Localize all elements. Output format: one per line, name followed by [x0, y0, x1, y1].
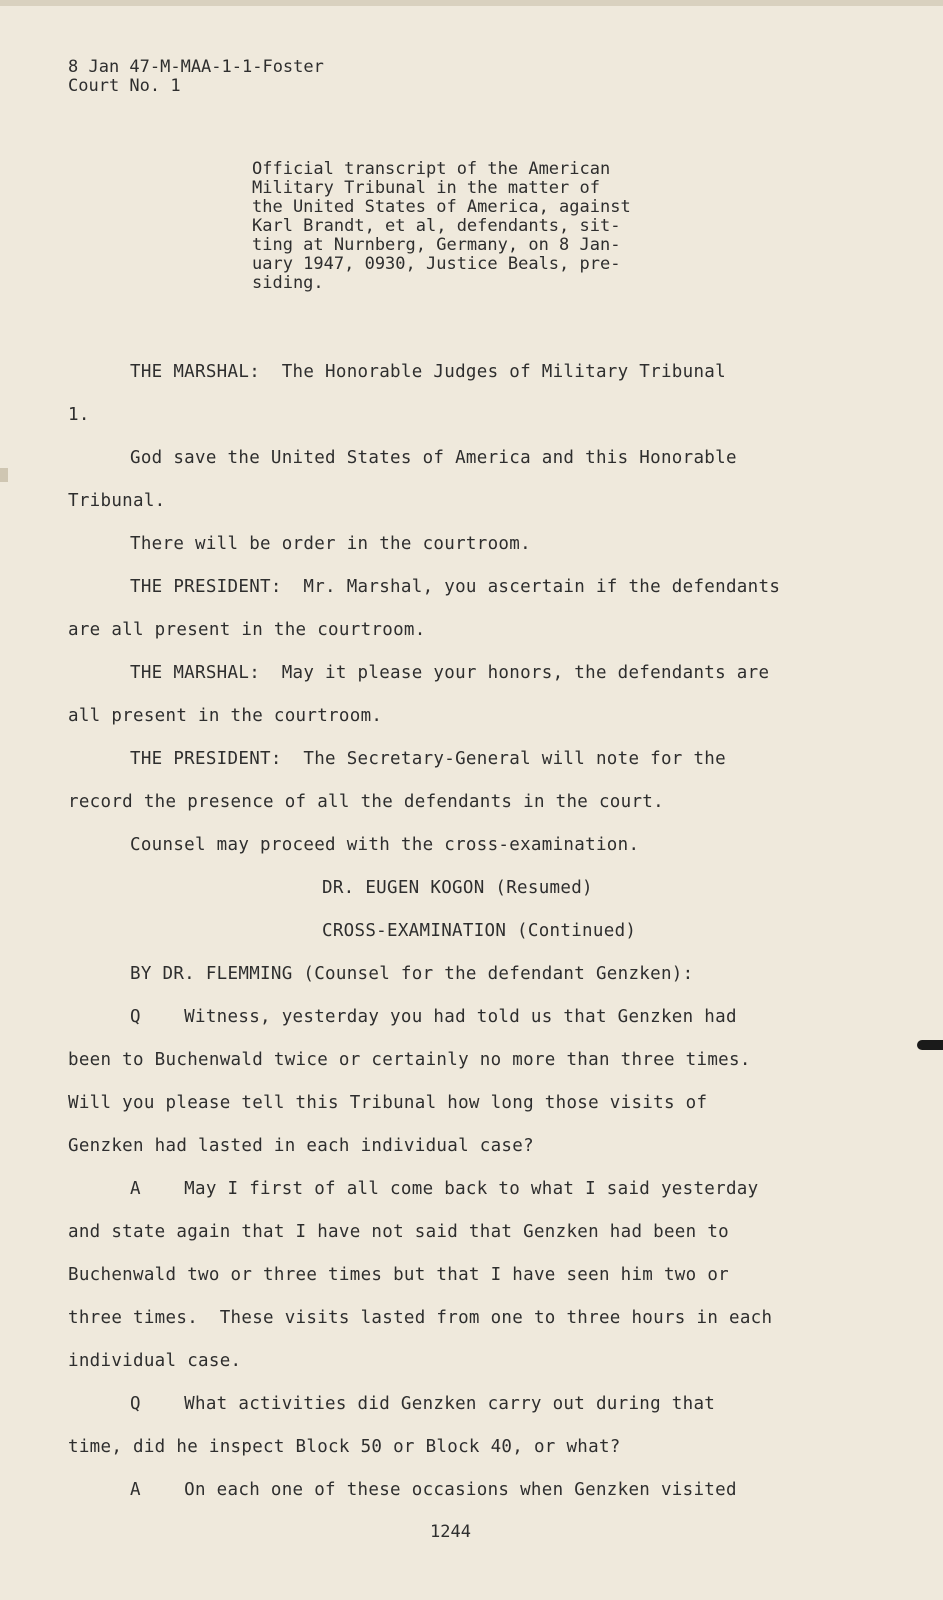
caption-line: ting at Nurnberg, Germany, on 8 Jan- — [252, 235, 621, 255]
header-reference: 8 Jan 47-M-MAA-1-1-Foster — [68, 57, 324, 77]
transcript-line: time, did he inspect Block 50 or Block 40, or what? — [68, 1437, 621, 1457]
transcript-caption — [252, 160, 722, 293]
transcript-line: record the presence of all the defendants in the court. — [68, 792, 664, 812]
transcript-line: Buchenwald two or three times but that I have seen him two or — [68, 1265, 729, 1285]
transcript-line: three times. These visits lasted from one to three hours in each — [68, 1308, 773, 1328]
transcript-line: A May I first of all come back to what I said yesterday — [130, 1179, 759, 1199]
examination-heading: CROSS-EXAMINATION (Continued) — [322, 921, 637, 941]
transcript-line: Counsel may proceed with the cross-examination. — [130, 835, 640, 855]
page-number: 1244 — [430, 1522, 471, 1542]
header-court: Court No. 1 — [68, 76, 181, 96]
transcript-line: THE MARSHAL: May it please your honors, the defendants are — [130, 663, 770, 683]
transcript-line: THE PRESIDENT: The Secretary-General will note for the — [130, 749, 726, 769]
transcript-line: THE PRESIDENT: Mr. Marshal, you ascertain if the defendants — [130, 577, 781, 597]
caption-line: siding. — [252, 273, 324, 293]
transcript-line: individual case. — [68, 1351, 242, 1371]
caption-line: Official transcript of the American — [252, 159, 611, 179]
transcript-line: Tribunal. — [68, 491, 166, 511]
transcript-line: are all present in the courtroom. — [68, 620, 426, 640]
caption-line: uary 1947, 0930, Justice Beals, pre- — [252, 254, 621, 274]
paper-edge-mark — [0, 468, 8, 482]
transcript-line: Will you please tell this Tribunal how long those visits of — [68, 1093, 708, 1113]
document-header — [68, 58, 324, 96]
transcript-line: been to Buchenwald twice or certainly no more than three times. — [68, 1050, 751, 1070]
caption-line: Karl Brandt, et al, defendants, sit- — [252, 216, 621, 236]
counsel-line: BY DR. FLEMMING (Counsel for the defendant Genzken): — [130, 964, 694, 984]
transcript-line: Q Witness, yesterday you had told us that Genzken had — [130, 1007, 737, 1027]
transcript-line: all present in the courtroom. — [68, 706, 383, 726]
transcript-line: 1. — [68, 405, 90, 425]
caption-line: the United States of America, against — [252, 197, 631, 217]
transcript-line: and state again that I have not said that Genzken had been to — [68, 1222, 729, 1242]
paper-clip-shadow — [917, 1040, 943, 1050]
transcript-line: THE MARSHAL: The Honorable Judges of Military Tribunal — [130, 362, 726, 382]
caption-line: Military Tribunal in the matter of — [252, 178, 600, 198]
transcript-line: Q What activities did Genzken carry out during that — [130, 1394, 716, 1414]
transcript-line: Genzken had lasted in each individual case? — [68, 1136, 534, 1156]
transcript-line: There will be order in the courtroom. — [130, 534, 531, 554]
transcript-line: God save the United States of America and this Honorable — [130, 448, 737, 468]
witness-heading: DR. EUGEN KOGON (Resumed) — [322, 878, 593, 898]
transcript-line: A On each one of these occasions when Genzken visited — [130, 1480, 737, 1500]
